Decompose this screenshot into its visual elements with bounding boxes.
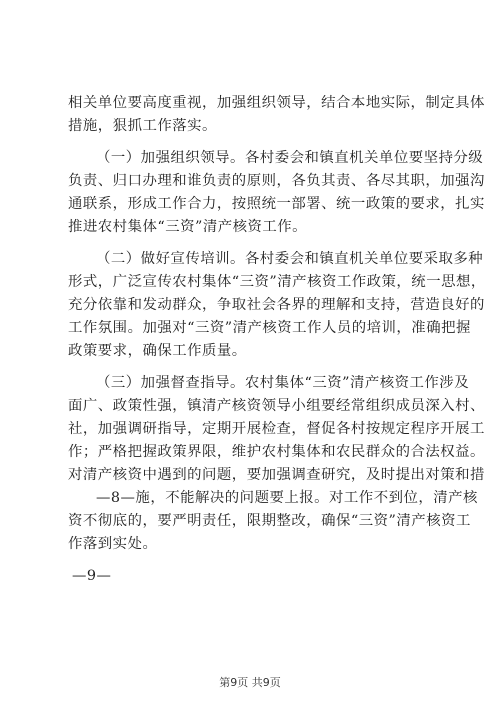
paragraph-gap [68,363,440,372]
text-line: 通联系，形成工作合力，按照统一部署、统一政策的要求，扎实 [68,196,485,212]
text-line: 负责、归口办理和谁负责的原则，各负其责、各尽其职，加强沟 [68,173,485,189]
text-line: （一）加强组织领导。各村委会和镇直机关单位要坚持分级 [96,150,484,166]
text-line: 充分依靠和发动群众，争取社会各界的理解和支持，营造良好的 [68,297,485,313]
text-line: 面广、政策性强，镇清产核资领导小组要经常组织成员深入村、 [68,398,485,414]
text-line: 社，加强调研指导，定期开展检查，督促各村按规定程序开展工 [68,421,485,437]
page-marker: —9— [72,568,112,584]
paragraph-gap [68,138,440,147]
text-line: 推进农村集体“三资”清产核资工作。 [68,219,308,235]
text-line: 作；严格把握政策界限，维护农村集体和农民群众的合法权益。 [68,444,485,460]
text-line: 形式，广泛宣传农村集体“三资”清产核资工作政策，统一思想， [68,274,486,290]
text-line: （三）加强督查指导。农村集体“三资”清产核资工作涉及 [96,375,470,391]
paragraph-gap [68,239,440,248]
text-line: 措施，狠抓工作落实。 [68,118,217,134]
text-line: —8—施，不能解决的问题要上报。对工作不到位，清产核 [96,490,478,506]
text-line: 对清产核资中遇到的问题，要加强调查研究，及时提出对策和措 [68,467,485,483]
text-line: 政策要求，确保工作质量。 [68,343,247,359]
text-line: 相关单位要高度重视，加强组织领导，结合本地实际，制定具体 [68,95,485,111]
document-body [68,92,486,588]
text-line: 作落到实处。 [68,536,158,552]
text-line: （二）做好宣传培训。各村委会和镇直机关单位要采取多种 [96,251,484,267]
text-line: 工作氛围。加强对“三资”清产核资工作人员的培训，准确把握 [68,320,471,336]
paragraph-gap [68,556,440,565]
page-number-footer: 第9页 共9页 [219,676,281,689]
text-line: 资不彻底的，要严明责任，限期整改，确保“三资”清产核资工 [68,513,471,529]
